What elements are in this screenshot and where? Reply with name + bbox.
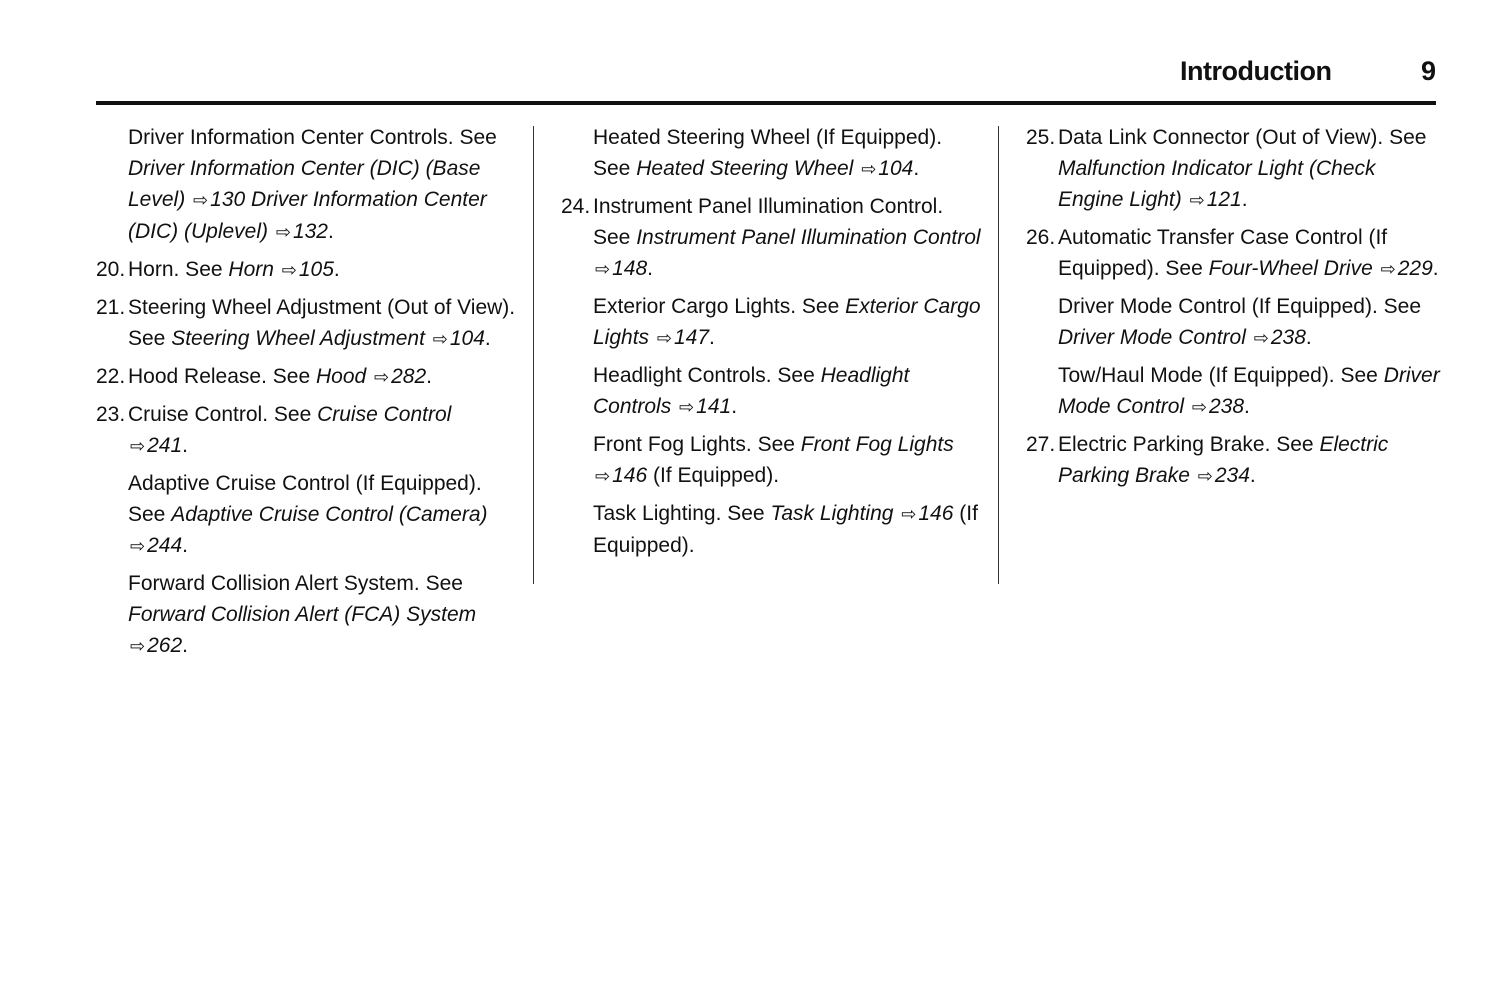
page-reference-arrow-icon: ⇨: [374, 367, 390, 387]
item-number: 21.: [96, 296, 126, 319]
list-item: [96, 361, 516, 393]
item-tail: .: [333, 258, 340, 281]
item-number: 25.: [1026, 126, 1056, 149]
item-description: Automatic Transfer Case Control (If Equipped). See: [1058, 226, 1388, 280]
page-reference-arrow-icon: ⇨: [1197, 466, 1213, 486]
item-tail: .: [182, 434, 188, 457]
item-description: Data Link Connector (Out of View). See: [1058, 126, 1427, 149]
cross-reference-title: Electric Parking Brake: [1058, 433, 1389, 487]
item-number: 23.: [96, 403, 126, 426]
cross-reference-page: 147: [673, 326, 710, 349]
list-item: [96, 468, 516, 562]
item-description: Driver Information Center Controls. See: [128, 126, 497, 149]
list-item: [561, 122, 981, 185]
item-number: 24.: [561, 195, 591, 218]
item-tail: .: [1432, 257, 1439, 280]
page-reference-arrow-icon: ⇨: [1380, 259, 1396, 279]
item-number: 22.: [96, 365, 126, 388]
list-item: [96, 568, 516, 662]
page-reference-arrow-icon: ⇨: [595, 259, 611, 279]
cross-reference-page: 132: [292, 220, 328, 243]
page-number: 9: [1420, 56, 1436, 86]
header-rule: [96, 101, 1436, 105]
item-tail: .: [426, 365, 432, 388]
cross-reference-title: Driver Mode Control: [1058, 364, 1440, 418]
cross-reference-title: Hood: [315, 365, 367, 388]
item-tail: .: [1249, 464, 1256, 487]
page-reference-arrow-icon: ⇨: [656, 328, 672, 348]
item-description: Headlight Controls. See: [593, 364, 815, 387]
item-description: Electric Parking Brake. See: [1058, 433, 1314, 456]
page-reference-arrow-icon: ⇨: [595, 466, 611, 486]
column-3: [1026, 122, 1446, 498]
list-item: [1026, 122, 1446, 216]
list-item: [1026, 429, 1446, 492]
item-number: 27.: [1026, 433, 1056, 456]
item-tail: .: [731, 395, 738, 418]
list-item: [1026, 222, 1446, 285]
item-tail: .: [328, 220, 334, 243]
page-reference-arrow-icon: ⇨: [901, 504, 917, 524]
item-tail: .: [913, 157, 920, 180]
item-description: Heated Steering Wheel (If Equipped). See: [593, 126, 943, 180]
cross-reference-title: Malfunction Indicator Light (Check Engine Light): [1058, 157, 1376, 211]
cross-reference-title: Heated Steering Wheel: [636, 157, 854, 180]
item-tail: .: [1241, 188, 1248, 211]
item-tail: .: [647, 257, 653, 280]
list-item: [1026, 291, 1446, 354]
item-description: Steering Wheel Adjustment (Out of View). See: [128, 296, 516, 350]
item-tail: .: [484, 327, 491, 350]
cross-reference-page: 146: [918, 502, 954, 525]
list-item: [96, 292, 516, 355]
column-1: [96, 122, 516, 668]
cross-reference-page: 282: [391, 365, 427, 388]
cross-reference-title: Adaptive Cruise Control (Camera): [171, 503, 488, 526]
item-description: Instrument Panel Illumination Control. See: [593, 195, 944, 249]
list-item: [96, 399, 516, 462]
page-reference-arrow-icon: ⇨: [130, 536, 146, 556]
page-reference-arrow-icon: ⇨: [193, 190, 209, 210]
item-tail: .: [1244, 395, 1250, 418]
item-description: Forward Collision Alert System. See: [128, 572, 463, 595]
section-title: Introduction: [1180, 56, 1332, 86]
cross-reference-title: Driver Mode Control: [1058, 326, 1246, 349]
cross-reference-page: 238: [1209, 395, 1245, 418]
page-reference-arrow-icon: ⇨: [1253, 328, 1269, 348]
cross-reference-page: 229: [1397, 257, 1433, 280]
page-reference-arrow-icon: ⇨: [130, 636, 146, 656]
item-description: Cruise Control. See: [128, 403, 312, 426]
cross-reference-page: 130: [210, 188, 246, 211]
cross-reference-page: 141: [696, 395, 732, 418]
cross-reference-title: Horn: [228, 258, 274, 281]
item-number: 20.: [96, 258, 126, 281]
cross-reference-page: 105: [298, 258, 334, 281]
cross-reference-page: 234: [1214, 464, 1250, 487]
cross-reference-page: 146: [612, 464, 648, 487]
item-description: Hood Release. See: [128, 365, 311, 388]
item-description: Adaptive Cruise Control (If Equipped). See: [128, 472, 482, 526]
cross-reference-title: Front Fog Lights: [800, 433, 954, 456]
cross-reference-page: 238: [1270, 326, 1306, 349]
cross-reference-title: Driver Information Center (DIC) (Base Level): [128, 157, 481, 211]
list-item: [96, 254, 516, 286]
cross-reference-page: 148: [612, 257, 648, 280]
page-reference-arrow-icon: ⇨: [281, 260, 297, 280]
list-item: [96, 122, 516, 248]
cross-reference-title: Cruise Control: [317, 403, 452, 426]
item-tail: .: [1305, 326, 1312, 349]
page-reference-arrow-icon: ⇨: [861, 159, 877, 179]
item-tail: .: [182, 534, 188, 557]
page-reference-arrow-icon: ⇨: [1191, 397, 1207, 417]
item-description: Exterior Cargo Lights. See: [593, 295, 840, 318]
cross-reference-page: 121: [1206, 188, 1242, 211]
list-item: [561, 429, 981, 492]
column-divider: [533, 126, 534, 584]
item-tail: (If Equipped).: [647, 464, 780, 487]
cross-reference-page: 104: [878, 157, 914, 180]
cross-reference-page: 104: [449, 327, 485, 350]
item-tail: .: [182, 634, 188, 657]
list-item: [561, 498, 981, 561]
page-reference-arrow-icon: ⇨: [130, 436, 146, 456]
list-item: [561, 360, 981, 423]
item-number: 26.: [1026, 226, 1056, 249]
list-item: [561, 191, 981, 285]
cross-reference-title: Instrument Panel Illumination Control: [636, 226, 981, 249]
list-item: [561, 291, 981, 354]
page-reference-arrow-icon: ⇨: [1189, 190, 1205, 210]
item-description: Front Fog Lights. See: [593, 433, 795, 456]
column-2: [561, 122, 981, 567]
cross-reference-title: Headlight Controls: [593, 364, 910, 418]
cross-reference-title: Driver Information Center (DIC) (Uplevel): [128, 188, 487, 243]
column-divider: [998, 126, 999, 584]
item-description: Horn. See: [128, 258, 223, 281]
cross-reference-title: Steering Wheel Adjustment: [171, 327, 425, 350]
cross-reference-page: 244: [147, 534, 183, 557]
cross-reference-title: Task Lighting: [770, 502, 894, 525]
cross-reference-title: Exterior Cargo Lights: [593, 295, 981, 349]
list-item: [1026, 360, 1446, 423]
item-description: Driver Mode Control (If Equipped). See: [1058, 295, 1421, 318]
page-reference-arrow-icon: ⇨: [275, 222, 291, 242]
cross-reference-page: 262: [147, 634, 183, 657]
cross-reference-page: 241: [147, 434, 183, 457]
page-reference-arrow-icon: ⇨: [432, 329, 448, 349]
cross-reference-title: Forward Collision Alert (FCA) System: [128, 603, 477, 626]
cross-reference-title: Four-Wheel Drive: [1208, 257, 1373, 280]
item-description: Task Lighting. See: [593, 502, 765, 525]
item-tail: (If Equipped).: [593, 502, 978, 557]
page-reference-arrow-icon: ⇨: [679, 397, 695, 417]
item-description: Tow/Haul Mode (If Equipped). See: [1058, 364, 1378, 387]
item-tail: .: [709, 326, 715, 349]
